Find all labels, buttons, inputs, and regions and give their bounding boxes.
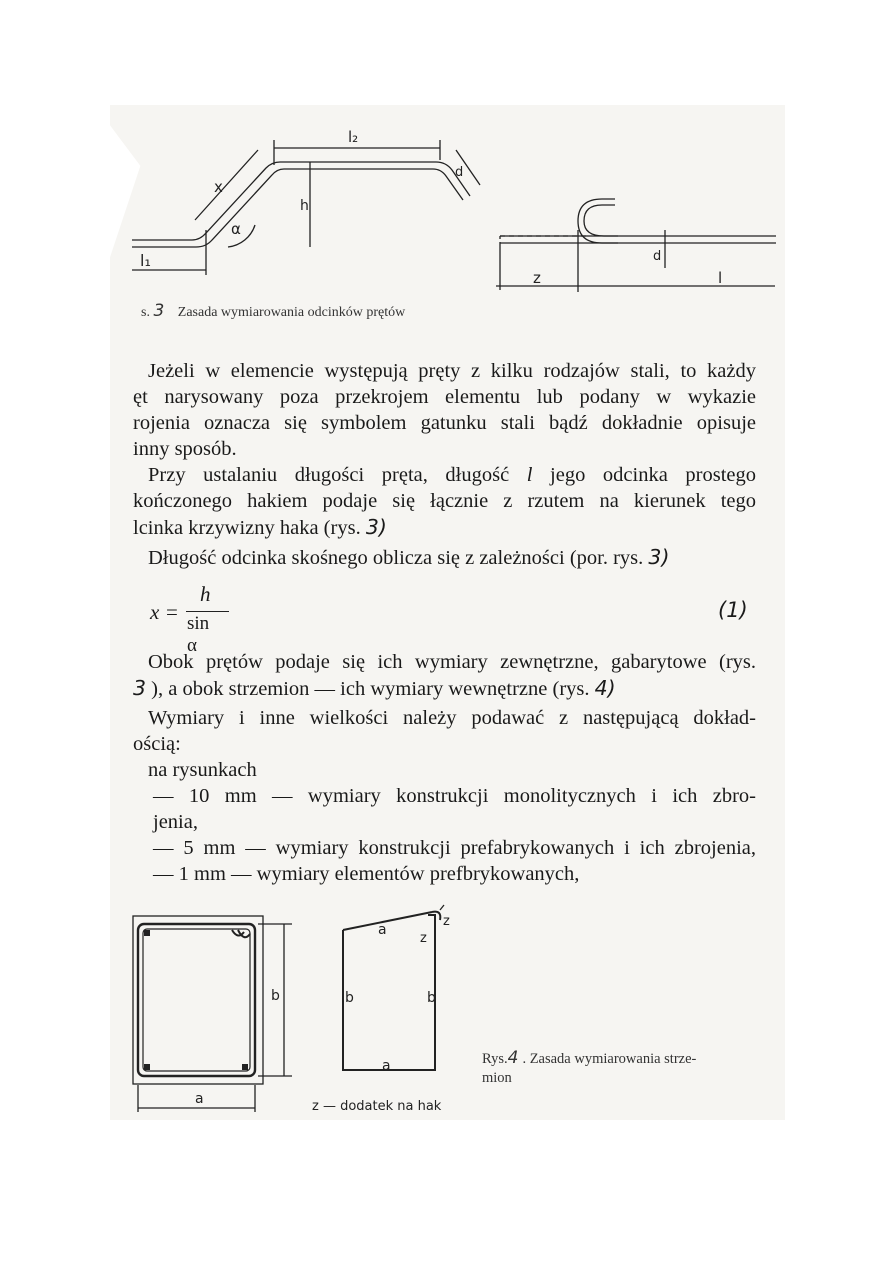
p1-line-3: rojenia oznacza się symbolem gatunku stali bądź dokładnie opisuje	[133, 412, 756, 434]
fig4-label-b-left: b	[271, 988, 280, 1004]
p2-l3-num: 3)	[365, 515, 387, 539]
p2-l3-a: lcinka krzywizny haka (rys.	[133, 517, 366, 539]
figure-4-caption	[482, 1049, 696, 1088]
p2-l1-b: jego odcinka prostego	[532, 464, 756, 486]
p3-text: Długość odcinka skośnego oblicza się z zależności (por. rys.	[148, 547, 649, 569]
hook-bar	[500, 236, 776, 243]
p2-l1-a: Przy ustalaniu długości pręta, długość	[148, 464, 527, 486]
figure-3-caption	[141, 301, 405, 321]
formula-denominator: sin α	[187, 613, 210, 656]
fig4-label-b2: b	[427, 990, 436, 1006]
list-item-1: — 10 mm — wymiary konstrukcji monolitycznych i ich zbro-	[153, 785, 756, 807]
fig4-label-a-top: a	[378, 922, 387, 938]
p4-text: ), a obok strzemion — ich wymiary wewnętrzne (rys.	[146, 678, 595, 700]
list-item-1-cont: jenia,	[153, 811, 198, 833]
formula-fraction-bar	[186, 611, 229, 612]
p2-line-2: kończonego hakiem podaje się łącznie z rzutem na kierunek tego	[133, 490, 756, 512]
p4-num2: 4)	[594, 676, 616, 700]
label-l1: l₁	[140, 251, 151, 270]
fig4-label-z1: z	[443, 914, 450, 929]
fig4-label-a-bottom: a	[382, 1058, 391, 1074]
caption-prefix: s.	[141, 305, 154, 320]
label-h: h	[300, 198, 309, 214]
p1-line-4: inny sposób.	[133, 438, 237, 460]
fig4-label-z2: z	[420, 931, 427, 946]
fig4-caption-text: . Zasada wymiarowania strze-	[522, 1051, 697, 1067]
p1-line-1: Jeżeli w elemencie występują pręty z kilku rodzajów stali, to każdy	[148, 360, 756, 382]
formula-number: (1)	[718, 598, 748, 622]
p3-line-1	[148, 545, 669, 572]
formula-lhs: x	[150, 600, 160, 624]
label-l2: l₂	[348, 128, 359, 146]
p2-l1-l: l	[526, 464, 533, 486]
fig4-caption-line-1	[482, 1049, 696, 1069]
label-z: z	[533, 269, 541, 287]
label-l: l	[718, 269, 723, 287]
formula-numerator: h	[200, 582, 211, 606]
bent-bar-inner	[132, 169, 463, 247]
label-d2: d	[653, 249, 662, 264]
p4-line-2	[133, 676, 616, 703]
p5-line-1: Wymiary i inne wielkości należy podawać z następującą dokład-	[148, 707, 756, 729]
fig4-caption-num: 4	[507, 1048, 519, 1068]
fig4-caption-prefix: Rys.	[482, 1051, 508, 1067]
p4-line-1: Obok prętów podaje się ich wymiary zewnętrzne, gabarytowe (rys.	[148, 651, 756, 673]
label-alpha: α	[231, 220, 241, 238]
figure-3-bar-diagram	[0, 0, 893, 330]
formula-equals: =	[166, 600, 178, 624]
label-d1: d	[455, 165, 464, 180]
p4-num: 3	[133, 676, 147, 700]
p1-line-2: ęt narysowany poza przekrojem elementu lub podany w wykazie	[133, 386, 756, 408]
fig4-label-b1: b	[345, 990, 354, 1006]
list-item-2: — 5 mm — wymiary konstrukcji prefabrykowanych i ich zbrojenia,	[153, 837, 756, 859]
caption-number: 3	[153, 301, 165, 321]
fig4-caption-line-2: mion	[482, 1070, 512, 1086]
figure-3-drawing	[0, 0, 893, 330]
list-intro: na rysunkach	[148, 759, 257, 781]
p3-num: 3)	[648, 545, 670, 569]
p2-line-3	[133, 515, 387, 542]
fig4-label-a-left: a	[195, 1091, 204, 1107]
p5-line-2: ością:	[133, 733, 181, 755]
p2-line-1	[148, 463, 756, 489]
fig4-z-note: z — dodatek na hak	[312, 1099, 442, 1114]
list-item-3: — 1 mm — wymiary elementów prefbrykowanych,	[153, 863, 580, 885]
caption-text: Zasada wymiarowania odcinków prętów	[177, 305, 406, 320]
label-x: x	[214, 178, 223, 196]
